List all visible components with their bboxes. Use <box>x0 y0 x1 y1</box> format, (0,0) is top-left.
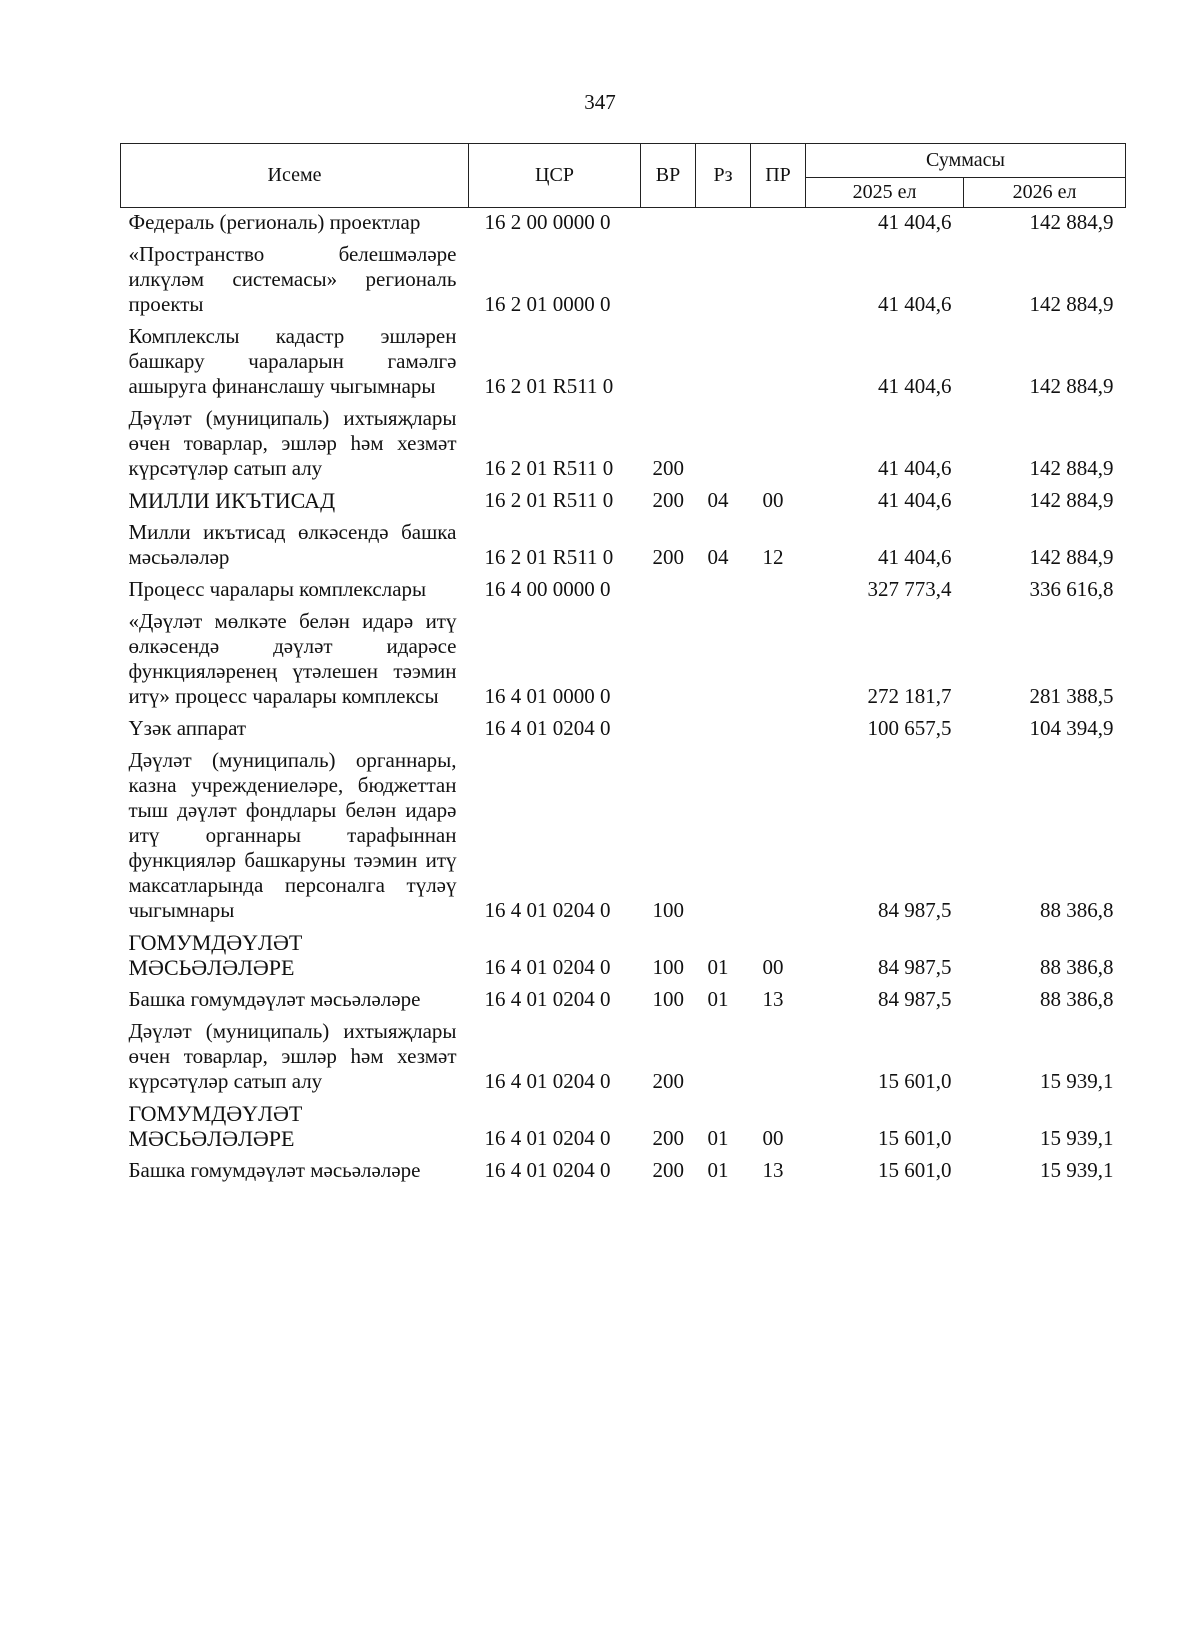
row-rz: 04 <box>707 545 729 569</box>
row-csr: 16 2 00 0000 0 <box>484 210 611 234</box>
row-name: Дәүләт (муниципаль) ихтыяҗлары өчен товарлар, эшләр һәм хезмәт күрсәтүләр сатып алу <box>128 406 457 480</box>
row-vr: 200 <box>652 488 684 512</box>
row-rz <box>696 574 751 606</box>
table-row <box>121 239 1126 321</box>
row-pr <box>751 745 806 927</box>
row-name: «Пространство белешмәләре илкүләм системасы» региональ проекты <box>128 242 457 316</box>
table-row <box>121 713 1126 745</box>
row-pr <box>751 606 806 713</box>
row-rz: 04 <box>707 488 729 512</box>
row-amount-2025: 15 601,0 <box>878 1069 952 1093</box>
row-amount-2025: 100 657,5 <box>867 716 952 740</box>
row-pr <box>751 403 806 485</box>
row-vr: 200 <box>652 1158 684 1182</box>
row-vr <box>641 321 696 403</box>
row-rz <box>696 321 751 403</box>
row-amount-2026: 142 884,9 <box>1029 545 1114 569</box>
row-amount-2025: 15 601,0 <box>878 1158 952 1182</box>
row-rz: 01 <box>707 955 729 979</box>
row-name: Милли икътисад өлкәсендә башка мәсьәләләр <box>128 520 457 569</box>
header-year-2026: 2026 ел <box>964 178 1126 208</box>
header-vr: ВР <box>641 144 696 208</box>
table-row <box>121 517 1126 574</box>
row-amount-2026: 336 616,8 <box>1029 577 1114 601</box>
row-csr: 16 4 00 0000 0 <box>484 577 611 601</box>
row-vr: 100 <box>652 898 684 922</box>
row-amount-2025: 41 404,6 <box>878 488 952 512</box>
table-row <box>121 208 1126 240</box>
row-csr: 16 4 01 0204 0 <box>484 1069 611 1093</box>
row-rz: 01 <box>707 987 729 1011</box>
header-csr: ЦСР <box>469 144 641 208</box>
row-name: ГОМУМДӘҮЛӘТ МӘСЬӘЛӘЛӘРЕ <box>128 1101 303 1151</box>
row-pr <box>751 713 806 745</box>
row-csr: 16 4 01 0204 0 <box>484 1158 611 1182</box>
header-sum: Суммасы <box>806 144 1126 178</box>
row-amount-2026: 281 388,5 <box>1029 684 1114 708</box>
row-amount-2025: 41 404,6 <box>878 456 952 480</box>
row-amount-2026: 15 939,1 <box>1040 1158 1114 1182</box>
row-amount-2025: 41 404,6 <box>878 545 952 569</box>
row-name: Дәүләт (муниципаль) ихтыяҗлары өчен товарлар, эшләр һәм хезмәт күрсәтүләр сатып алу <box>128 1019 457 1093</box>
table-row <box>121 606 1126 713</box>
row-amount-2025: 41 404,6 <box>878 292 952 316</box>
row-pr <box>751 574 806 606</box>
row-amount-2026: 15 939,1 <box>1040 1126 1114 1150</box>
row-name: Үзәк аппарат <box>128 716 247 740</box>
row-name: Башка гомумдәүләт мәсьәләләре <box>128 1158 421 1182</box>
row-amount-2025: 84 987,5 <box>878 987 952 1011</box>
row-amount-2026: 142 884,9 <box>1029 292 1114 316</box>
row-name: «Дәүләт мөлкәте белән идарә итү өлкәсендә дәүләт идарәсе функцияләренең үтәлешен тәэмин итү» процесс чаралары комплексы <box>128 609 457 708</box>
row-amount-2025: 272 181,7 <box>867 684 952 708</box>
row-amount-2025: 15 601,0 <box>878 1126 952 1150</box>
table-row <box>121 321 1126 403</box>
row-csr: 16 2 01 R511 0 <box>484 374 614 398</box>
row-amount-2025: 41 404,6 <box>878 374 952 398</box>
table-row <box>121 1098 1126 1155</box>
row-amount-2025: 327 773,4 <box>867 577 952 601</box>
row-csr: 16 2 01 R511 0 <box>484 488 614 512</box>
row-csr: 16 2 01 R511 0 <box>484 456 614 480</box>
row-rz <box>696 208 751 240</box>
row-vr: 200 <box>652 1126 684 1150</box>
row-pr <box>751 208 806 240</box>
table-row <box>121 574 1126 606</box>
row-vr: 100 <box>652 955 684 979</box>
header-pr: ПР <box>751 144 806 208</box>
row-vr <box>641 606 696 713</box>
row-rz <box>696 713 751 745</box>
row-vr: 100 <box>652 987 684 1011</box>
row-amount-2026: 88 386,8 <box>1040 898 1114 922</box>
row-name: Процесс чаралары комплекслары <box>128 577 427 601</box>
page-number: 347 <box>584 90 616 114</box>
row-pr <box>751 239 806 321</box>
row-name: Комплекслы кадастр эшләрен башкару чараларын гамәлгә ашыруга финанслашу чыгымнары <box>128 324 457 398</box>
row-rz <box>696 403 751 485</box>
row-rz <box>696 606 751 713</box>
row-vr: 200 <box>652 456 684 480</box>
row-rz: 01 <box>707 1126 729 1150</box>
row-vr <box>641 239 696 321</box>
row-amount-2026: 88 386,8 <box>1040 955 1114 979</box>
table-header <box>121 144 1126 208</box>
row-pr: 00 <box>762 1126 784 1150</box>
row-vr: 200 <box>652 545 684 569</box>
row-amount-2026: 142 884,9 <box>1029 456 1114 480</box>
row-pr: 00 <box>762 488 784 512</box>
row-csr: 16 4 01 0204 0 <box>484 987 611 1011</box>
row-vr <box>641 713 696 745</box>
row-amount-2026: 142 884,9 <box>1029 374 1114 398</box>
row-pr: 13 <box>762 1158 784 1182</box>
row-pr <box>751 1016 806 1098</box>
row-name: Федераль (региональ) проектлар <box>128 210 421 234</box>
header-name: Исеме <box>121 144 469 208</box>
budget-table <box>120 143 1126 1187</box>
row-amount-2026: 142 884,9 <box>1029 488 1114 512</box>
row-amount-2026: 88 386,8 <box>1040 987 1114 1011</box>
table-row <box>121 745 1126 927</box>
header-rz: Рз <box>696 144 751 208</box>
header-year-2025: 2025 ел <box>806 178 964 208</box>
row-csr: 16 4 01 0204 0 <box>484 955 611 979</box>
row-csr: 16 4 01 0204 0 <box>484 716 611 740</box>
row-vr: 200 <box>652 1069 684 1093</box>
row-amount-2025: 84 987,5 <box>878 955 952 979</box>
row-rz <box>696 1016 751 1098</box>
row-rz <box>696 239 751 321</box>
table-body <box>121 208 1126 1188</box>
row-pr: 00 <box>762 955 784 979</box>
row-vr <box>641 208 696 240</box>
row-amount-2026: 142 884,9 <box>1029 210 1114 234</box>
row-pr: 13 <box>762 987 784 1011</box>
row-amount-2025: 84 987,5 <box>878 898 952 922</box>
row-csr: 16 4 01 0204 0 <box>484 898 611 922</box>
row-amount-2025: 41 404,6 <box>878 210 952 234</box>
row-rz: 01 <box>707 1158 729 1182</box>
row-rz <box>696 745 751 927</box>
row-amount-2026: 104 394,9 <box>1029 716 1114 740</box>
table-row <box>121 984 1126 1016</box>
row-name: МИЛЛИ ИКЪТИСАД <box>128 488 336 513</box>
row-vr <box>641 574 696 606</box>
row-name: Башка гомумдәүләт мәсьәләләре <box>128 987 421 1011</box>
row-name: Дәүләт (муниципаль) органнары, казна учреждениеләре, бюджеттан тыш дәүләт фондлары белән идарә итү органнары тарафыннан функцияләр башкаруны тәэмин итү максатларында персоналга түләү чыгымнары <box>128 748 457 922</box>
table-row <box>121 485 1126 517</box>
row-csr: 16 2 01 0000 0 <box>484 292 611 316</box>
row-csr: 16 4 01 0000 0 <box>484 684 611 708</box>
table-row <box>121 403 1126 485</box>
table-row <box>121 1155 1126 1187</box>
row-amount-2026: 15 939,1 <box>1040 1069 1114 1093</box>
row-csr: 16 4 01 0204 0 <box>484 1126 611 1150</box>
table-row <box>121 1016 1126 1098</box>
table-row <box>121 927 1126 984</box>
row-csr: 16 2 01 R511 0 <box>484 545 614 569</box>
row-pr <box>751 321 806 403</box>
row-name: ГОМУМДӘҮЛӘТ МӘСЬӘЛӘЛӘРЕ <box>128 930 303 980</box>
row-pr: 12 <box>762 545 784 569</box>
